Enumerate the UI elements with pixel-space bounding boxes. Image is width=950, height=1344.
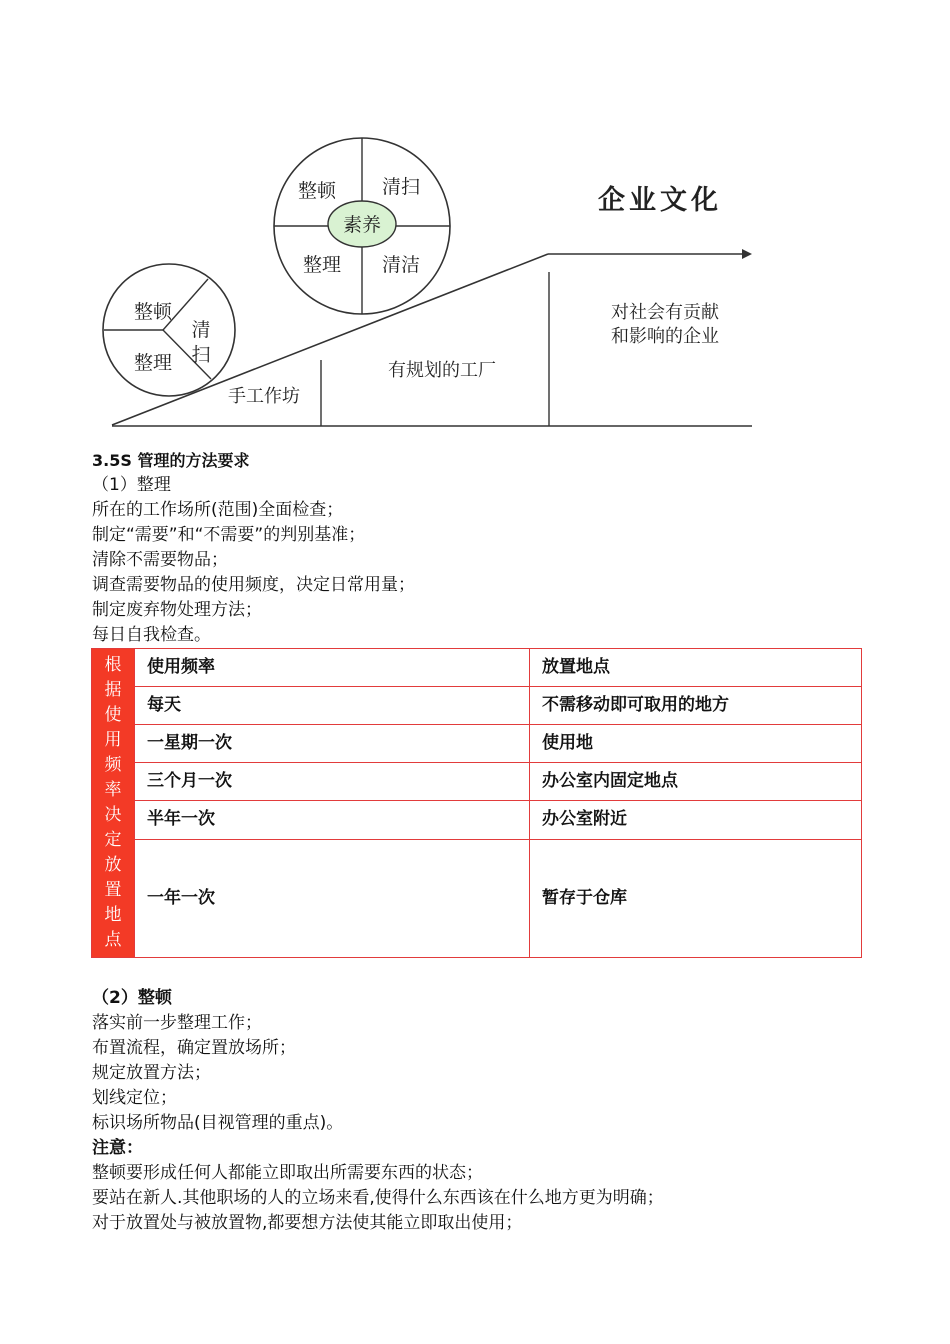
stage-social-enterprise-line1: 对社会有贡献 (611, 302, 719, 323)
section1-item: 制定“需要”和“不需要”的判别基准； (92, 525, 366, 545)
section2-title: （2）整顿 (92, 988, 172, 1008)
note-label: 注意： (92, 1138, 143, 1158)
section2-item: 规定放置方法； (92, 1063, 211, 1083)
table-cell-location: 暂存于仓库 (530, 839, 862, 957)
big-circle-bottom-right: 清洁 (381, 254, 421, 276)
table-cell-frequency: 三个月一次 (135, 763, 530, 801)
section2-item: 标识场所物品(目视管理的重点)。 (92, 1113, 344, 1133)
table-header-frequency: 使用频率 (135, 649, 530, 687)
stage-workshop: 手工作坊 (228, 386, 300, 407)
section1-item: 所在的工作场所(范围)全面检查； (92, 500, 344, 520)
table-row (92, 687, 862, 725)
big-circle-top-left: 整顿 (297, 180, 337, 202)
note-item: 整顿要形成任何人都能立即取出所需要东西的状态； (92, 1163, 483, 1183)
table-row (92, 839, 862, 957)
section2-item: 划线定位； (92, 1088, 177, 1108)
section1-item: 制定废弃物处理方法； (92, 600, 262, 620)
note-item: 要站在新人.其他职场的人的立场来看,使得什么东西该在什么地方更为明确； (92, 1188, 664, 1208)
note-item: 对于放置处与被放置物,都要想方法使其能立即取出使用； (92, 1213, 523, 1233)
table-cell-frequency: 半年一次 (135, 801, 530, 839)
section1-title: （1）整理 (92, 475, 171, 495)
side-label-text: 根 据 使 用 频 率 决 定 放 置 地 点 (104, 655, 122, 950)
stage-planned-factory: 有规划的工厂 (388, 360, 496, 381)
table-cell-location: 办公室内固定地点 (530, 763, 862, 801)
big-circle-top-right: 清扫 (381, 176, 421, 198)
stage-social-enterprise-line2: 和影响的企业 (611, 326, 719, 347)
small-circle-q3: 整理 (133, 352, 173, 374)
big-5s-circle (274, 138, 450, 314)
usage-frequency-table (91, 648, 862, 958)
small-5s-circle (103, 264, 235, 396)
table-cell-frequency: 一星期一次 (135, 725, 530, 763)
arrow-head-icon (742, 249, 752, 259)
section1-item: 清除不需要物品； (92, 550, 228, 570)
table-cell-location: 办公室附近 (530, 801, 862, 839)
small-circle-q2-top: 清 (191, 319, 211, 341)
table-row (92, 801, 862, 839)
main-content (92, 448, 872, 1236)
small-circle-q1: 整顿 (133, 301, 173, 323)
table-cell-frequency: 一年一次 (135, 839, 530, 957)
table-header-location: 放置地点 (530, 649, 862, 687)
table-row (92, 763, 862, 801)
table-cell-location: 使用地 (530, 725, 862, 763)
section2-item: 落实前一步整理工作； (92, 1013, 262, 1033)
small-circle-q2-bottom: 扫 (191, 344, 211, 366)
table-cell-location: 不需移动即可取用的地方 (530, 687, 862, 725)
5s-evolution-diagram (0, 0, 950, 450)
table-header-row (92, 649, 862, 687)
section2-item: 布置流程，确定置放场所； (92, 1038, 296, 1058)
table-row (92, 725, 862, 763)
big-circle-bottom-left: 整理 (302, 254, 342, 276)
big-circle-center: 素养 (342, 214, 382, 236)
spacer (92, 958, 872, 986)
table-cell-frequency: 每天 (135, 687, 530, 725)
section1-item: 调查需要物品的使用频度，决定日常用量； (92, 575, 415, 595)
corporate-culture-label: 企业文化 (598, 185, 722, 216)
section-heading: 3.5S 管理的方法要求 (92, 451, 250, 470)
section1-item: 每日自我检查。 (92, 625, 211, 645)
table-side-label (92, 649, 135, 958)
